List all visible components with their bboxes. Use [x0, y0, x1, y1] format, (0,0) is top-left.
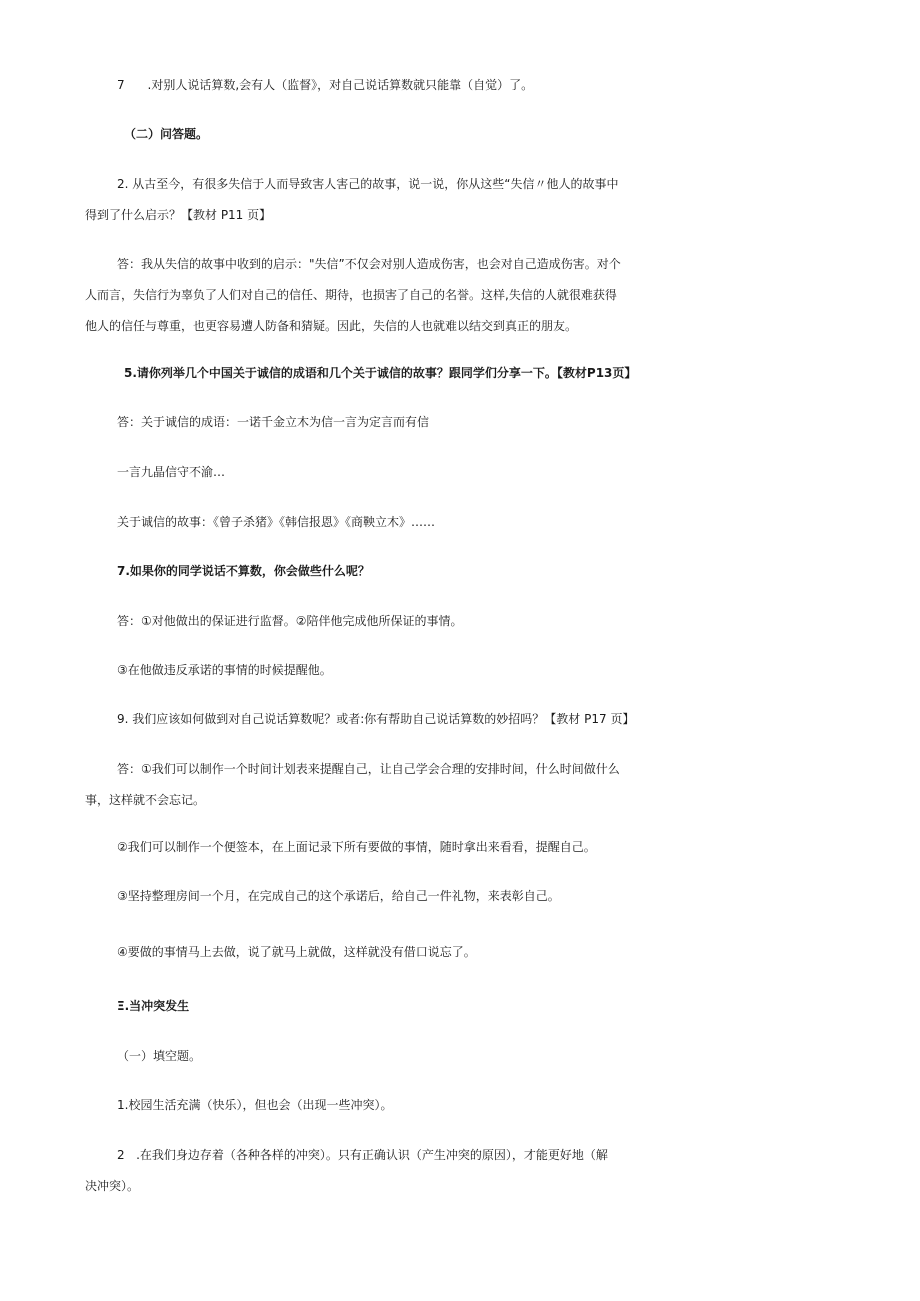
- fill-item-2-line-2: 决冲突）。: [85, 1179, 140, 1193]
- question-7: 7.如果你的同学说话不算数，你会做些什么呢？: [117, 564, 370, 578]
- answer-9-line-1: 答：①我们可以制作一个时间计划表来提醒自己，让自己学会合理的安排时间，什么时间做什么: [117, 762, 620, 776]
- answer-9-line-4: ③坚持整理房间一个月，在完成自己的这个承诺后，给自己一件礼物，来表彰自己。: [117, 889, 560, 903]
- answer-5-line-3: 关于诚信的故事：《曾子杀猪》《韩信报恩》《商鞅立木》……: [117, 515, 436, 529]
- answer-2-line-3: 他人的信任与尊重，也更容易遭人防备和猜疑。因此，失信的人也就难以结交到真正的朋友。: [85, 319, 578, 333]
- fill-item-7: 7 .对别人说话算数,会有人（监督》，对自己说话算数就只能靠（自觉）了。: [117, 78, 534, 92]
- subsection-heading-fill: （一）填空题。: [117, 1049, 202, 1063]
- answer-2-line-1: 答：我从失信的故事中收到的启示："失信”不仅会对别人造成伤害，也会对自己造成伤害。对个: [117, 257, 621, 271]
- answer-5-line-1: 答：关于诚信的成语：一诺千金立木为信一言为定言而有信: [117, 415, 430, 429]
- section-heading-qa: （二）问答题。: [124, 127, 209, 141]
- answer-9-line-2: 事，这样就不会忘记。: [85, 793, 206, 807]
- fill-item-2-line-1: 2 .在我们身边存着（各种各样的冲突）。只有正确认识（产生冲突的原因），才能更好地（解: [117, 1148, 608, 1162]
- answer-7-line-1: 答：①对他做出的保证进行监督。②陪伴他完成他所保证的事情。: [117, 614, 463, 628]
- question-2-line-1: 2. 从古至今，有很多失信于人而导致害人害己的故事，说一说，你从这些“失信〃他人的故事中: [117, 177, 619, 191]
- question-9: 9. 我们应该如何做到对自己说话算数呢？或者:你有帮助自己说话算数的妙招吗？【教材 P17 页】: [117, 712, 635, 726]
- question-2-line-2: 得到了什么启示？【教材 P11 页】: [85, 208, 272, 222]
- question-5: 5.请你列举几个中国关于诚信的成语和几个关于诚信的故事？跟同学们分享一下。【教材P13页】: [124, 366, 637, 380]
- answer-7-line-2: ③在他做违反承诺的事情的时候提醒他。: [117, 663, 332, 677]
- fill-item-1: 1.校园生活充满（快乐），但也会（出现一些冲突）。: [117, 1098, 393, 1112]
- answer-9-line-5: ④要做的事情马上去做，说了就马上就做，这样就没有借口说忘了。: [117, 945, 476, 959]
- section-heading-conflict: Ξ.当冲突发生: [117, 999, 190, 1013]
- answer-9-line-3: ②我们可以制作一个便签本，在上面记录下所有要做的事情，随时拿出来看看，提醒自己。: [117, 840, 596, 854]
- answer-5-line-2: 一言九晶信守不渝…: [117, 465, 226, 479]
- answer-2-line-2: 人而言，失信行为辜负了人们对自己的信任、期待，也损害了自己的名誉。这样,失信的人就很难获得: [85, 288, 617, 302]
